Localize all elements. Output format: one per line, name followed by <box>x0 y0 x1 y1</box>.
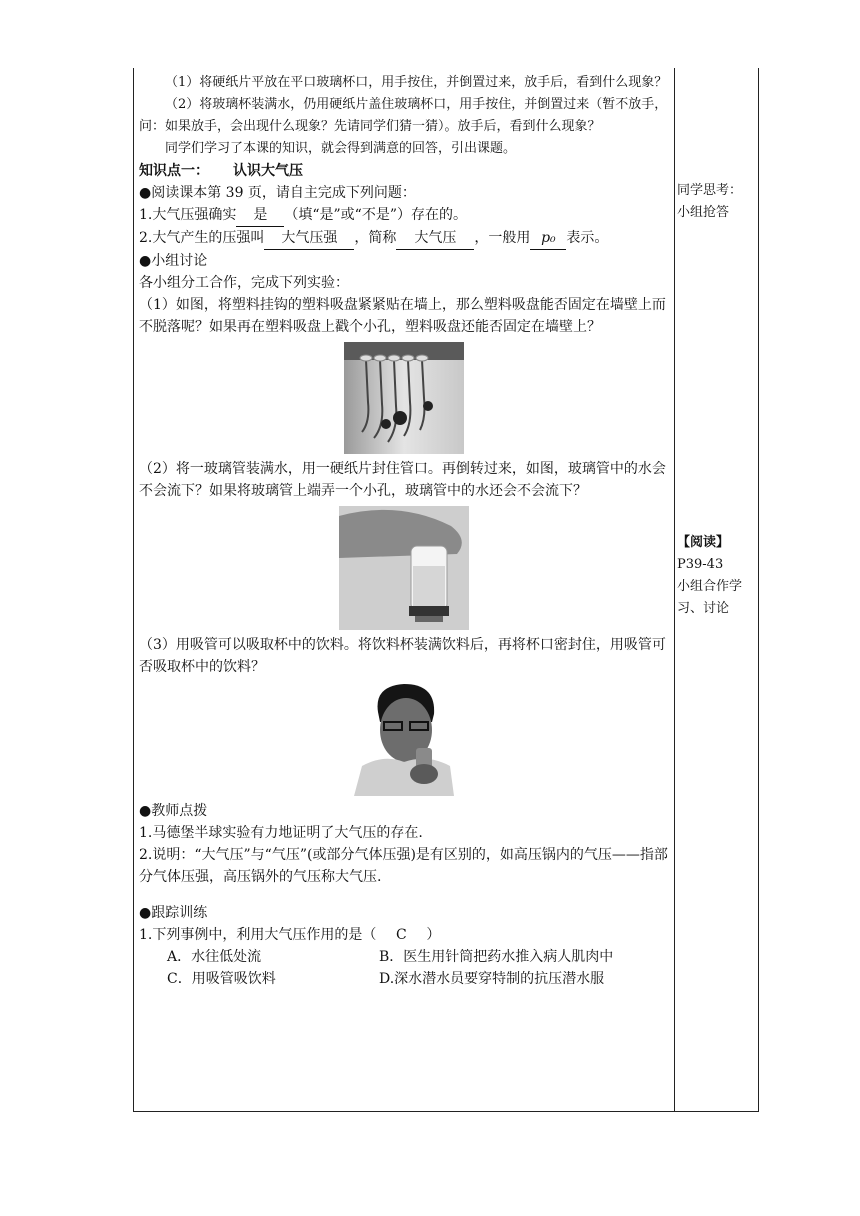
teacher-point-2: 2.说明：“大气压”与“气压”(或部分气体压强)是有区别的，如高压锅内的气压——指部分气体压强，高压锅外的气压称大气压. <box>139 847 668 885</box>
inverted-tube-photo <box>339 506 469 630</box>
side-note-2-text: 小组合作学习、讨论 <box>677 579 743 616</box>
side-note-2-pages: P39-43 <box>677 557 724 572</box>
side-note-2-title: 【阅读】 <box>677 535 730 550</box>
knowledge-point-title <box>139 160 669 182</box>
item2-text-post: 表示。 <box>566 230 609 246</box>
intro-q1: （1）将硬纸片平放在平口玻璃杯口，用手按住，并倒置过来，放手后，看到什么现象？ <box>165 75 668 90</box>
spacer <box>139 888 669 902</box>
option-c: C．用吸管吸饮料 <box>167 971 276 987</box>
item2-text-mid: ，简称 <box>354 230 397 246</box>
option-d: D.深水潜水员要穿特制的抗压潜水服 <box>379 971 605 987</box>
table-border-right <box>758 68 759 1112</box>
group-intro: 各小组分工合作，完成下列实验： <box>139 275 349 291</box>
teacher-heading: ●教师点拨 <box>139 803 208 819</box>
kp-item-1 <box>139 204 669 227</box>
side-note-2 <box>677 532 753 620</box>
table-border-bottom <box>133 1111 759 1112</box>
answer-blank: C <box>396 927 407 943</box>
item2-blank-3: p₀ <box>530 227 566 250</box>
item2-blank-2: 大气压 <box>396 227 474 250</box>
read-heading: ●阅读课本第 39 页，请自主完成下列问题： <box>139 185 416 201</box>
lesson-table <box>133 68 759 1112</box>
experiment-2: （2）将一玻璃管装满水，用一硬纸片封住管口。再倒转过来，如图，玻璃管中的水会不会流下？如果将玻璃管上端弄一个小孔，玻璃管中的水还会不会流下？ <box>139 461 666 499</box>
boy-with-straw-photo <box>354 682 454 796</box>
item1-text-post: （填“是”或“不是”）存在的。 <box>284 207 467 223</box>
table-border-left <box>133 68 134 1112</box>
item2-blank-1: 大气压强 <box>264 227 354 250</box>
options-row-1 <box>139 946 669 968</box>
group-heading: ●小组讨论 <box>139 253 208 269</box>
option-a: A．水往低处流 <box>167 949 262 965</box>
column-divider <box>674 68 675 1112</box>
option-b: B．医生用针筒把药水推入病人肌肉中 <box>379 949 614 965</box>
experiment-3: （3）用吸管可以吸取杯中的饮料。将饮料杯装满饮料后，再将杯口密封住，用吸管可否吸取杯中的饮料？ <box>139 637 666 675</box>
intro-q3: 同学们学习了本课的知识，就会得到满意的回答，引出课题。 <box>165 141 517 156</box>
suction-cup-hooks-photo <box>344 342 464 454</box>
teacher-point-1: 1.马德堡半球实验有力地证明了大气压的存在. <box>139 825 423 841</box>
options-row-2 <box>139 968 669 990</box>
kp-item-2 <box>139 227 669 250</box>
item2-text: 2.大气产生的压强叫 <box>139 230 265 246</box>
item1-text: 1.大气压强确实 <box>139 207 237 223</box>
training-heading: ●跟踪训练 <box>139 905 208 921</box>
experiment-1: （1）如图，将塑料挂钩的塑料吸盘紧紧贴在墙上，那么塑料吸盘能否固定在墙壁上而不脱落呢？如果再在塑料吸盘上戳个小孔，塑料吸盘还能否固定在墙壁上？ <box>139 297 666 335</box>
side-note-1: 同学思考：小组抢答 <box>677 183 743 220</box>
item1-blank: 是 <box>236 204 284 227</box>
training-question-1 <box>139 924 669 946</box>
item2-text-mid2: ，一般用 <box>474 230 531 246</box>
kp-title-a: 知识点一： <box>139 163 209 179</box>
main-column <box>139 72 669 990</box>
kp-title-b: 认识大气压 <box>233 163 303 179</box>
question-text: 1.下列事例中，利用大气压作用的是（ <box>139 927 377 943</box>
question-text-post: ） <box>426 927 441 943</box>
intro-q2: （2）将玻璃杯装满水，仍用硬纸片盖住玻璃杯口，用手按住，并倒置过来（暂不放手，问：如果放手，会出现什么现象？先请同学们猜一猜）。放手后，看到什么现象？ <box>139 97 668 134</box>
